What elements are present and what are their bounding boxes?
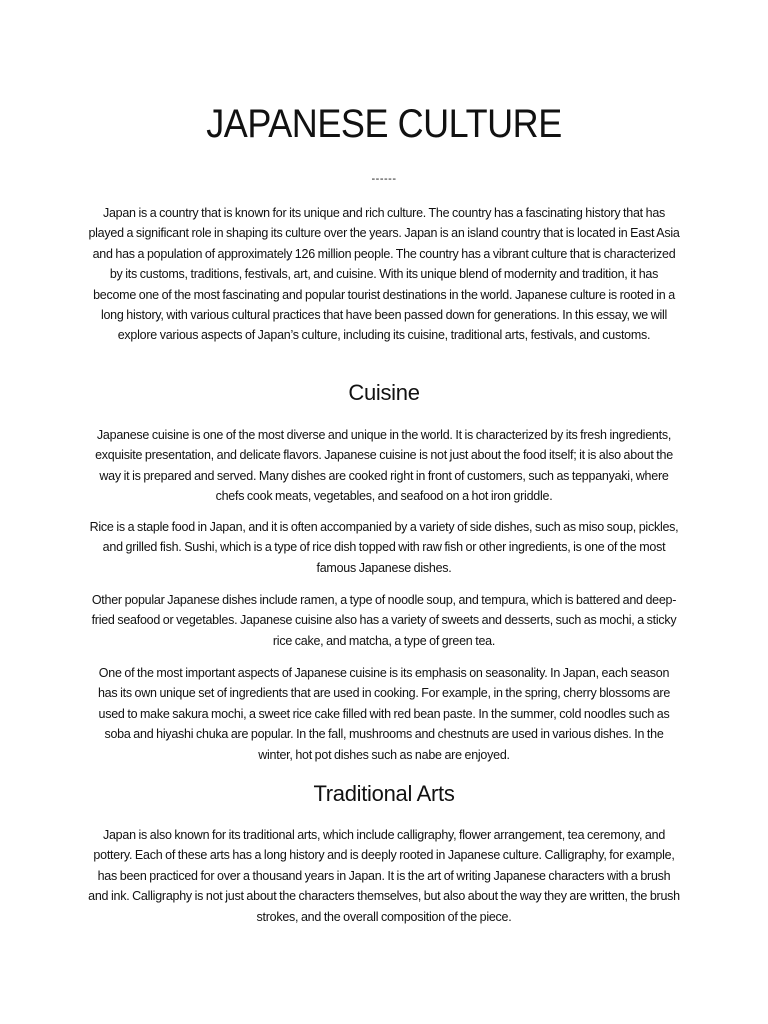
cuisine-paragraph-2: Rice is a staple food in Japan, and it is often accompanied by a variety of side dishes, such as miso soup, pickles, and grilled fish. Sushi, which is a type of rice dish topped with raw fish or other ingredients, is one of the most famous Japanese dishes. xyxy=(89,520,679,575)
cuisine-paragraph-4: One of the most important aspects of Japanese cuisine is its emphasis on seasonality. In Japan, each season has its own unique set of ingredients that are used in cooking. For example, in the spring, cherry blossoms are used to make sakura mochi, a sweet rice cake filled with red bean paste. In the summer, cold noodles such as soba and hiyashi chuka are popular. In the fall, mushrooms and chestnuts are used in various dishes. In the winter, hot pot dishes such as nabe are enjoyed. xyxy=(97,666,671,762)
cuisine-paragraph-3: Other popular Japanese dishes include ramen, a type of noodle soup, and tempura, which is battered and deep-fried seafood or vegetables. Japanese cuisine also has a variety of sweets and desserts, such as mochi, a sticky rice cake, and matcha, a type of green tea. xyxy=(91,593,677,648)
section-heading-traditional-arts: Traditional Arts xyxy=(313,781,455,806)
traditional-arts-paragraph-1: Japan is also known for its traditional arts, which include calligraphy, flower arrangement, tea ceremony, and pottery. Each of these arts has a long history and is deeply rooted in Japanese culture. Calligraphy, for example, has been practiced for over a thousand years in Japan. It is the art of writing Japanese characters with a brush and ink. Calligraphy is not just about the characters themselves, but also about the way they are written, the brush strokes, and the overall composition of the piece. xyxy=(88,828,680,924)
intro-paragraph: Japan is a country that is known for its unique and rich culture. The country has a fascinating history that has played a significant role in shaping its culture over the years. Japan is an island country that is located in East Asia and has a population of approximately 126 million people. The country has a vibrant culture that is characterized by its customs, traditions, festivals, art, and cuisine. With its unique blend of modernity and tradition, it has become one of the most fascinating and popular tourist destinations in the world. Japanese culture is rooted in a long history, with various cultural practices that have been passed down for generations. In this essay, we will explore various aspects of Japan’s culture, including its cuisine, traditional arts, festivals, and customs. xyxy=(88,206,680,343)
document-title: JAPANESE CULTURE xyxy=(206,102,562,146)
title-divider: ------ xyxy=(371,173,397,185)
section-heading-cuisine: Cuisine xyxy=(348,380,420,405)
cuisine-paragraph-1: Japanese cuisine is one of the most diverse and unique in the world. It is characterized by its fresh ingredients, exquisite presentation, and delicate flavors. Japanese cuisine is not just about the food itself; it is also about the way it is prepared and served. Many dishes are cooked right in front of customers, such as teppanyaki, where chefs cook meats, vegetables, and seafood on a hot iron griddle. xyxy=(95,428,673,504)
